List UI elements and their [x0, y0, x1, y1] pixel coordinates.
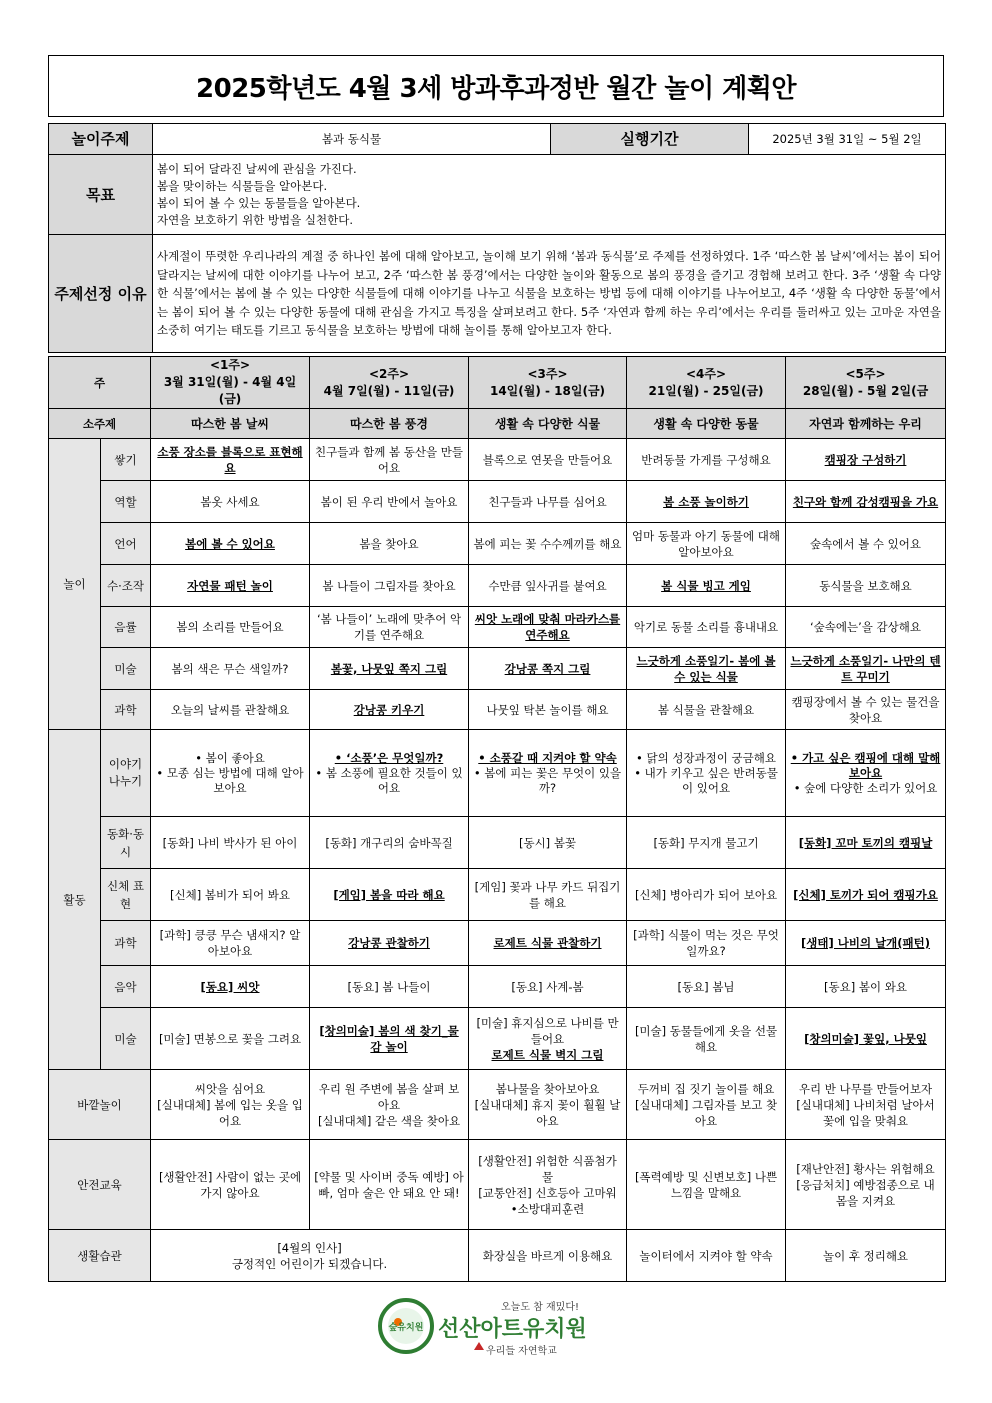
activity-cell: [469, 1008, 627, 1070]
safety-item: [교통안전] 신호등아 고마워: [478, 1185, 617, 1200]
play-activity: 오늘의 날씨를 관찰해요: [170, 702, 290, 717]
play-cell: [469, 523, 627, 565]
activity-item: [생태] 나비의 날개(패턴): [801, 936, 931, 950]
activity-cell: [310, 921, 469, 966]
play-cell: [151, 607, 310, 648]
activity-cell: [469, 869, 627, 921]
habit-cell: 놀이 후 정리해요: [786, 1230, 946, 1282]
play-cell: [310, 481, 469, 523]
play-activity: 봄 식물을 관찰해요: [657, 702, 755, 717]
play-activity: 반려동물 가게를 구성해요: [641, 452, 771, 467]
play-activity: 블록으로 연못을 만들어요: [482, 452, 613, 467]
week-number: <1주>: [209, 358, 251, 372]
play-cell: [786, 648, 946, 690]
seal-text: 숲유치원: [388, 1323, 424, 1333]
activity-item: 강낭콩 관찰하기: [348, 936, 430, 950]
goal-item: 봄이 되어 볼 수 있는 동물들을 알아본다.: [157, 195, 361, 210]
activity-cell: [627, 1008, 786, 1070]
play-activity: 봄에 볼 수 있어요: [185, 536, 275, 551]
activity-item: [동요] 봄님: [677, 979, 735, 994]
play-area-label: 과학: [101, 690, 151, 730]
play-cell: [151, 690, 310, 730]
story-point: • 소풍갈 때 지켜야 할 약속: [478, 750, 617, 765]
play-cell: [151, 481, 310, 523]
outdoor-cell: [627, 1070, 786, 1140]
story-point: • 가고 싶은 캠핑에 대해 말해보아요: [790, 750, 941, 780]
activity-cell: [627, 921, 786, 966]
week-number: <4주>: [685, 366, 727, 381]
outdoor-cell: [310, 1070, 469, 1140]
activity-item: [신체] 토끼가 되어 캠핑가요: [793, 887, 938, 902]
story-point: • 숲에 다양한 소리가 있어요: [793, 780, 938, 795]
week-dates: 28일(월) - 5월 2일(금: [802, 383, 929, 398]
week-label: 주: [49, 357, 151, 409]
activity-item: [동요] 씨앗: [200, 979, 260, 994]
week-number: <2주>: [368, 366, 410, 381]
activity-cell: [151, 921, 310, 966]
outdoor-item: [실내대체] 그림자를 보고 찾아요: [634, 1097, 778, 1128]
habit-item: 긍정적인 어린이가 되겠습니다.: [231, 1256, 388, 1271]
activity-area-label: 신체 표현: [101, 869, 151, 921]
outdoor-cell: [469, 1070, 627, 1140]
safety-item: [재난안전] 황사는 위험해요: [796, 1161, 935, 1176]
outdoor-item: 봄나물을 찾아보아요: [495, 1081, 600, 1096]
theme-label: 놀이주제: [49, 124, 153, 155]
week-header-cell: [469, 357, 627, 409]
habit-cell: 화장실을 바르게 이용해요: [469, 1230, 627, 1282]
activity-item: [동요] 사계-봄: [511, 979, 584, 994]
reason-text: 사계절이 뚜렷한 우리나라의 계절 중 하나인 봄에 대해 알아보고, 놀이해 보기 위해 ‘봄과 동식물’로 주제를 선정하였다. 1주 ‘따스한 봄 날씨’에서는 봄이 되어 달라지는 날씨에 대한 이야기를 나누어 보고, 2주 ‘따스한 봄 풍경’에서는 다양한 놀이와 활동으로 봄의 풍경을 즐기고 경험해 보려고 한다. 3주 ‘생활 속 다양한 식물’에서는 봄에 볼 수 있는 다양한 식물들에 대해 이야기를 나누고 식물을 보호하는 방법 등에 대해 이야기를 나누어보고, 4주 ‘생활 속 다양한 동물’에서는 봄이 되어 볼 수 있는 다양한 동물에 대해 관심을 가지고 특징을 살펴보려고 한다. 5주 ‘자연과 함께 하는 우리’에서는 우리를 둘러싸고 있는 고마운 자연을 소중히 여기는 태도를 기르고 동식물을 보호하는 방법에 대해 놀이를 통해 알아보고자 한다.: [153, 235, 946, 353]
play-cell: [786, 439, 946, 481]
plan-table: [48, 356, 946, 1282]
activity-item: [동요] 봄 나들이: [347, 979, 431, 994]
story-label: 이야기 나누기: [101, 730, 151, 817]
goal-item: 자연을 보호하기 위한 방법을 실천한다.: [157, 212, 354, 227]
play-cell: [310, 607, 469, 648]
week-header-cell: [151, 357, 310, 409]
activity-item: [창의미술] 봄의 색 찾기_물감 놀이: [319, 1023, 459, 1054]
week-dates: 14일(월) - 18일(금): [489, 383, 606, 398]
play-cell: [469, 607, 627, 648]
play-activity: 씨앗 노래에 맞춰 마라카스를 연주해요: [474, 612, 621, 642]
subtopic-cell: 자연과 함께하는 우리: [786, 409, 946, 439]
play-cell: [469, 648, 627, 690]
reason-label: 주제선정 이유: [49, 235, 153, 353]
activity-cell: [627, 869, 786, 921]
story-point: • ‘소풍’은 무엇일까?: [334, 750, 444, 765]
activity-cell: [786, 921, 946, 966]
activity-area-label: 동화·동시: [101, 817, 151, 869]
activity-item: [미술] 동물들에게 옷을 선물해요: [634, 1023, 778, 1054]
activity-cell: [786, 817, 946, 869]
goal-label: 목표: [49, 155, 153, 235]
play-cell: [627, 607, 786, 648]
activity-cell: [786, 966, 946, 1008]
outdoor-item: [실내대체] 같은 색을 찾아요: [317, 1113, 461, 1128]
play-activity: 강낭콩 쪽지 그림: [504, 661, 591, 676]
play-activity: 소풍 장소를 블록으로 표현해요: [157, 444, 303, 475]
play-activity: 봄의 소리를 만들어요: [176, 620, 284, 634]
outdoor-item: 씨앗을 심어요: [194, 1081, 266, 1096]
play-cell: [310, 523, 469, 565]
activity-item: [동화] 무지개 물고기: [653, 835, 759, 850]
play-cell: [627, 690, 786, 730]
kindergarten-logo: [376, 1296, 606, 1360]
activity-group-label: 활동: [49, 730, 101, 1070]
play-activity: 친구와 함께 감성캠핑을 가요: [792, 494, 939, 509]
outdoor-cell: [786, 1070, 946, 1140]
safety-cell: [469, 1140, 627, 1230]
safety-item: [폭력예방 및 신변보호] 나쁜 느낌을 말해요: [634, 1169, 778, 1200]
play-activity: 느긋하게 소풍일기- 나만의 텐트 꾸미기: [790, 653, 941, 684]
story-point: • 봄에 피는 꽃은 무엇이 있을까?: [473, 765, 622, 795]
activity-area-label: 미술: [101, 1008, 151, 1070]
play-cell: [310, 648, 469, 690]
activity-cell: [151, 817, 310, 869]
activity-area-label: 음악: [101, 966, 151, 1008]
week-dates: 3월 31일(월) - 4월 4일(금): [163, 375, 297, 406]
play-activity: 봄 소풍 놀이하기: [663, 494, 749, 509]
week-number: <5주>: [845, 366, 886, 381]
play-area-label: 음률: [101, 607, 151, 648]
activity-cell: [627, 966, 786, 1008]
play-cell: [310, 690, 469, 730]
play-activity: ‘봄 나들이’ 노래에 맞추어 악기를 연주해요: [316, 612, 462, 642]
story-point: • 봄이 좋아요: [195, 750, 265, 765]
subtopic-cell: 따스한 봄 날씨: [151, 409, 310, 439]
play-activity: 봄 식물 빙고 게임: [661, 578, 751, 593]
play-cell: [786, 523, 946, 565]
activity-cell: [310, 817, 469, 869]
play-area-label: 미술: [101, 648, 151, 690]
activity-cell: [786, 1008, 946, 1070]
play-area-label: 역할: [101, 481, 151, 523]
play-activity: 수만큼 잎사귀를 붙여요: [488, 578, 607, 593]
play-group-label: 놀이: [49, 439, 101, 730]
play-cell: [627, 481, 786, 523]
play-cell: [627, 523, 786, 565]
activity-item: [게임] 봄을 따라 해요: [333, 887, 445, 902]
safety-item: [생활안전] 위험한 식품첨가물: [478, 1153, 617, 1184]
story-point: • 내가 키우고 싶은 반려동물이 있어요: [634, 765, 778, 795]
goal-list: [153, 155, 946, 235]
play-cell: [786, 481, 946, 523]
activity-item: [게임] 꽃과 나무 카드 뒤집기를 해요: [474, 879, 621, 910]
play-activity: 강낭콩 키우기: [353, 702, 425, 717]
play-cell: [469, 481, 627, 523]
play-activity: 악기로 동물 소리를 흉내내요: [633, 620, 779, 634]
logo-subname: 우리들 자연학교: [486, 1346, 557, 1357]
subtopic-cell: 생활 속 다양한 식물: [469, 409, 627, 439]
safety-cell: [786, 1140, 946, 1230]
safety-label: 안전교육: [49, 1140, 151, 1230]
activity-item: [미술] 면봉으로 꽃을 그려요: [158, 1031, 302, 1046]
safety-item: •소방대피훈련: [510, 1201, 585, 1216]
activity-item: [창의미술] 꽃잎, 나뭇잎: [804, 1031, 927, 1046]
play-cell: [151, 439, 310, 481]
play-activity: 봄 나들이 그림자를 찾아요: [322, 578, 456, 593]
play-activity: 숲속에서 볼 수 있어요: [810, 536, 921, 551]
play-cell: [786, 607, 946, 648]
play-activity: 봄꽃, 나뭇잎 쪽지 그림: [330, 661, 448, 676]
play-activity: 동식물을 보호해요: [819, 578, 912, 593]
activity-cell: [469, 966, 627, 1008]
activity-cell: [310, 869, 469, 921]
story-point: • 모종 심는 방법에 대해 알아보아요: [156, 765, 304, 795]
week-number: <3주>: [527, 366, 568, 381]
activity-item: [동시] 봄꽃: [518, 835, 577, 850]
habit-label: 생활습관: [49, 1230, 151, 1282]
activity-cell: [310, 1008, 469, 1070]
play-activity: ‘숲속에는’을 감상해요: [810, 620, 921, 634]
logo-slogan: 오늘도 참 재밌다!: [501, 1302, 579, 1313]
info-table: [48, 123, 946, 353]
outdoor-cell: [151, 1070, 310, 1140]
goal-item: 봄을 맞이하는 식물들을 알아본다.: [157, 178, 328, 193]
outdoor-item: [실내대체] 휴지 꽃이 훨훨 날아요: [474, 1097, 621, 1128]
play-cell: [310, 565, 469, 607]
play-cell: [627, 648, 786, 690]
play-activity: 캠핑장 구성하기: [824, 452, 907, 467]
play-activity: 느긋하게 소풍일기- 봄에 볼 수 있는 식물: [636, 653, 776, 684]
activity-item: [동화] 꼬마 토끼의 캠핑날: [798, 835, 933, 850]
play-cell: [786, 565, 946, 607]
play-cell: [627, 565, 786, 607]
safety-cell: [310, 1140, 469, 1230]
activity-cell: [310, 966, 469, 1008]
play-area-label: 쌓기: [101, 439, 151, 481]
story-point: • 닭의 성장과정이 궁금해요: [636, 750, 776, 765]
subtopic-label: 소주제: [49, 409, 151, 439]
logo-name: 선산아트유치원: [438, 1317, 587, 1342]
activity-cell: [786, 869, 946, 921]
safety-item: [응급처치] 예방접종으로 내 몸을 지켜요: [796, 1177, 935, 1208]
activity-cell: [469, 921, 627, 966]
story-point: • 봄 소풍에 필요한 것들이 있어요: [315, 765, 463, 795]
week-dates: 21일(월) - 25일(금): [648, 383, 764, 398]
safety-cell: [627, 1140, 786, 1230]
play-cell: [469, 690, 627, 730]
goal-item: 봄이 되어 달라진 날씨에 관심을 가진다.: [157, 161, 357, 176]
activity-item: [동요] 봄이 와요: [824, 979, 907, 994]
play-cell: [151, 648, 310, 690]
story-cell: [469, 730, 627, 817]
story-cell: [786, 730, 946, 817]
period-value: 2025년 3월 31일 ~ 5월 2일: [749, 124, 946, 155]
play-activity: 캠핑장에서 볼 수 있는 물건을 찾아요: [791, 694, 940, 725]
activity-item: 로제트 식물 관찰하기: [493, 936, 602, 950]
play-area-label: 언어: [101, 523, 151, 565]
activity-item: [과학] 식물이 먹는 것은 무엇일까요?: [633, 928, 779, 958]
outdoor-item: 우리 원 주변에 봄을 살펴 보아요: [318, 1081, 460, 1112]
play-activity: 나뭇잎 탁본 놀이를 해요: [486, 702, 609, 717]
play-cell: [151, 523, 310, 565]
play-cell: [469, 565, 627, 607]
activity-cell: [627, 817, 786, 869]
activity-cell: [151, 966, 310, 1008]
outdoor-item: [실내대체] 봄에 입는 옷을 입어요: [157, 1097, 303, 1128]
activity-item: [신체] 봄비가 되어 봐요: [170, 887, 290, 902]
activity-item: [과학] 킁킁 무슨 냄새지? 알아보아요: [159, 928, 301, 958]
habit-cell: 놀이터에서 지켜야 할 약속: [627, 1230, 786, 1282]
safety-cell: [151, 1140, 310, 1230]
play-activity: 봄을 찾아요: [359, 536, 419, 551]
play-cell: [151, 565, 310, 607]
activity-cell: [151, 1008, 310, 1070]
story-cell: [151, 730, 310, 817]
play-activity: 친구들과 함께 봄 동산을 만들어요: [315, 444, 463, 475]
week-dates: 4월 7일(월) - 11일(금): [323, 383, 455, 398]
theme-value: 봄과 동식물: [153, 124, 551, 155]
story-cell: [627, 730, 786, 817]
play-activity: 봄에 피는 꽃 수수께끼를 해요: [473, 536, 622, 551]
period-label: 실행기간: [551, 124, 749, 155]
habit-item: [4월의 인사]: [277, 1240, 342, 1255]
activity-cell: [151, 869, 310, 921]
play-activity: 자연물 패턴 놀이: [187, 578, 273, 593]
activity-area-label: 과학: [101, 921, 151, 966]
play-activity: 봄의 색은 무슨 색일까?: [171, 661, 289, 676]
outdoor-item: 두꺼비 집 짓기 놀이를 해요: [637, 1081, 775, 1096]
tent-icon: [474, 1342, 484, 1350]
activity-item: [신체] 병아리가 되어 보아요: [634, 887, 778, 902]
subtopic-cell: 생활 속 다양한 동물: [627, 409, 786, 439]
logo-graphic: [376, 1296, 606, 1360]
week-header-cell: [310, 357, 469, 409]
activity-item: 로제트 식물 벽지 그림: [491, 1047, 604, 1062]
play-cell: [627, 439, 786, 481]
safety-item: [생활안전] 사람이 없는 곳에 가지 않아요: [158, 1169, 302, 1200]
outdoor-item: [실내대체] 나비처럼 날아서 꽃에 입을 맞춰요: [796, 1097, 935, 1128]
habit-merged-cell: [151, 1230, 469, 1282]
play-cell: [786, 690, 946, 730]
activity-item: [동화] 개구리의 숨바꼭질: [325, 835, 453, 850]
play-area-label: 수·조작: [101, 565, 151, 607]
activity-item: [동화] 나비 박사가 된 아이: [162, 835, 298, 850]
play-cell: [469, 439, 627, 481]
week-header-cell: [786, 357, 946, 409]
week-header-cell: [627, 357, 786, 409]
outdoor-item: 우리 반 나무를 만들어보자: [798, 1081, 933, 1096]
story-cell: [310, 730, 469, 817]
play-activity: 봄옷 사세요: [200, 494, 260, 509]
play-activity: 봄이 된 우리 반에서 놀아요: [320, 494, 458, 509]
page-title: 2025학년도 4월 3세 방과후과정반 월간 놀이 계획안: [48, 55, 944, 117]
activity-cell: [469, 817, 627, 869]
outdoor-label: 바깥놀이: [49, 1070, 151, 1140]
safety-item: [약물 및 사이버 중독 예방] 아빠, 엄마 술은 안 돼요 안 돼!: [314, 1169, 464, 1200]
subtopic-cell: 따스한 봄 풍경: [310, 409, 469, 439]
activity-item: [미술] 휴지심으로 나비를 만들어요: [476, 1015, 619, 1046]
play-cell: [310, 439, 469, 481]
play-activity: 엄마 동물과 아기 동물에 대해 알아보아요: [632, 528, 780, 559]
play-activity: 친구들과 나무를 심어요: [488, 494, 607, 509]
